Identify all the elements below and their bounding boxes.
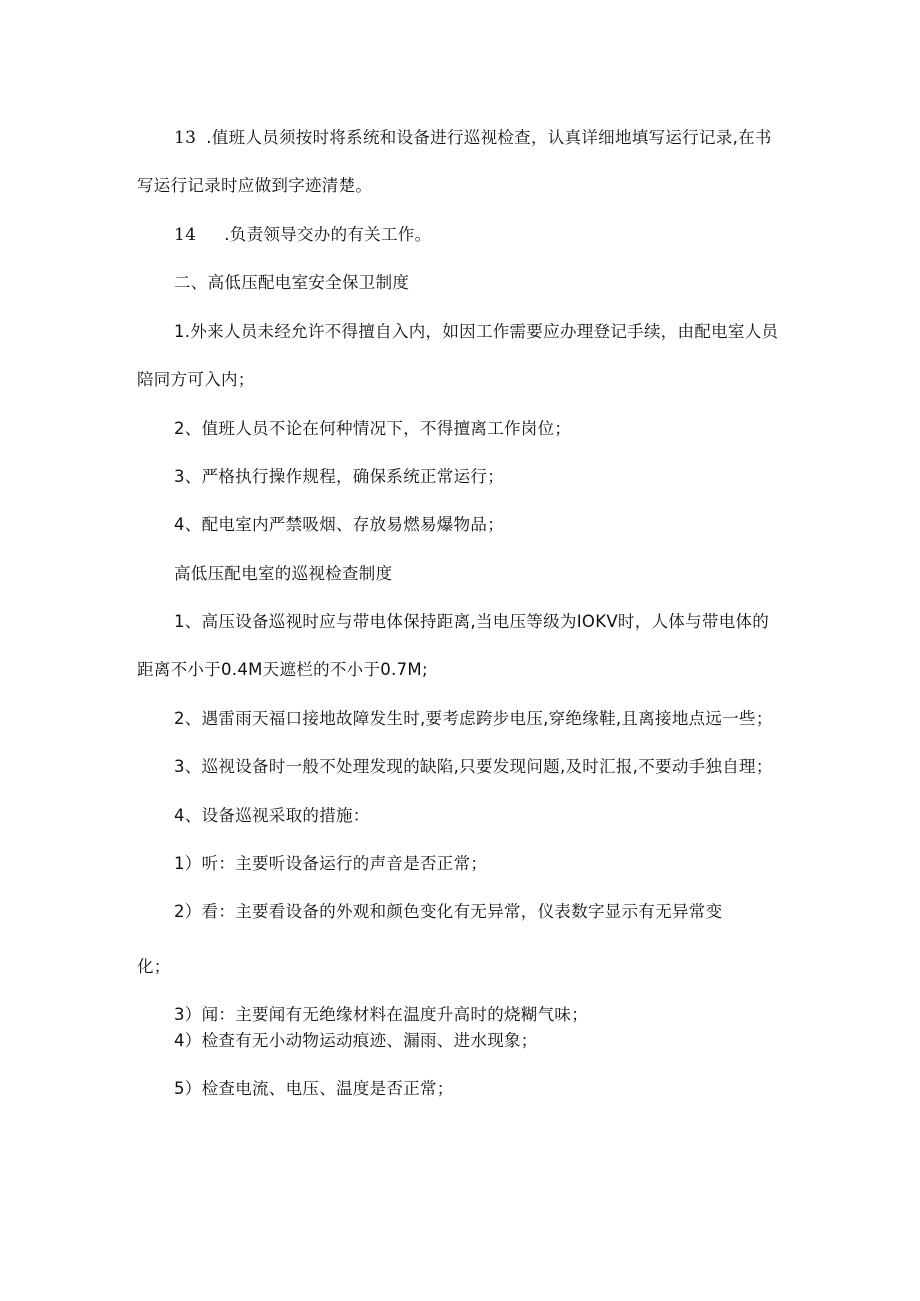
item-14-number: 14 — [174, 225, 197, 245]
section-3-rule-1-line-2: 距离不小于0.4M天遮栏的不小于0.7M; — [137, 660, 428, 679]
item-13-text: .值班人员须按时将系统和设备进行巡视检查，认真详细地填写运行记录,在书 — [206, 128, 772, 147]
section-2-heading: 二、高低压配电室安全保卫制度 — [174, 273, 410, 292]
item-13-line-1 — [174, 127, 772, 149]
section-2-rule-1-line-2: 陪同方可入内； — [137, 370, 255, 389]
measure-2-line-1: 2）看：主要看设备的外观和颜色变化有无异常，仪表数字显示有无异常变 — [174, 902, 723, 921]
section-3-rule-2: 2、遇雷雨天福口接地故障发生时,要考虑跨步电压,穿绝缘鞋,且离接地点远一些； — [174, 709, 773, 728]
section-3-rule-4: 4、设备巡视采取的措施： — [174, 806, 370, 825]
section-2-rule-4: 4、配电室内严禁吸烟、存放易燃易爆物品； — [174, 515, 504, 534]
section-3-rule-1-line-1: 1、高压设备巡视时应与带电体保持距离,当电压等级为IOKV时，人体与带电体的 — [174, 612, 770, 631]
measure-1: 1）听：主要听设备运行的声音是否正常； — [174, 854, 488, 873]
measure-2-line-2: 化； — [137, 957, 171, 976]
measure-4: 4）检查有无小动物运动痕迹、漏雨、进水现象； — [174, 1031, 538, 1050]
section-3-heading: 高低压配电室的巡视检查制度 — [174, 564, 393, 583]
item-13-line-2: 写运行记录时应做到字迹清楚。 — [137, 176, 373, 195]
item-13-number: 13 — [174, 128, 197, 148]
section-3-rule-3: 3、巡视设备时一般不处理发现的缺陷,只要发现问题,及时汇报,不要动手独自理； — [174, 757, 773, 776]
measure-3: 3）闻：主要闻有无绝缘材料在温度升高时的烧糊气味； — [174, 1005, 588, 1024]
measure-5: 5）检查电流、电压、温度是否正常； — [174, 1079, 454, 1098]
section-2-rule-3: 3、严格执行操作规程，确保系统正常运行； — [174, 467, 504, 486]
section-2-rule-1-line-1: 1.外来人员未经允许不得擅自入内，如因工作需要应办理登记手续，由配电室人员 — [174, 322, 779, 341]
section-2-rule-2: 2、值班人员不论在何种情况下，不得擅离工作岗位； — [174, 419, 572, 438]
item-14 — [174, 224, 431, 246]
item-14-text: .负责领导交办的有关工作。 — [224, 225, 432, 244]
